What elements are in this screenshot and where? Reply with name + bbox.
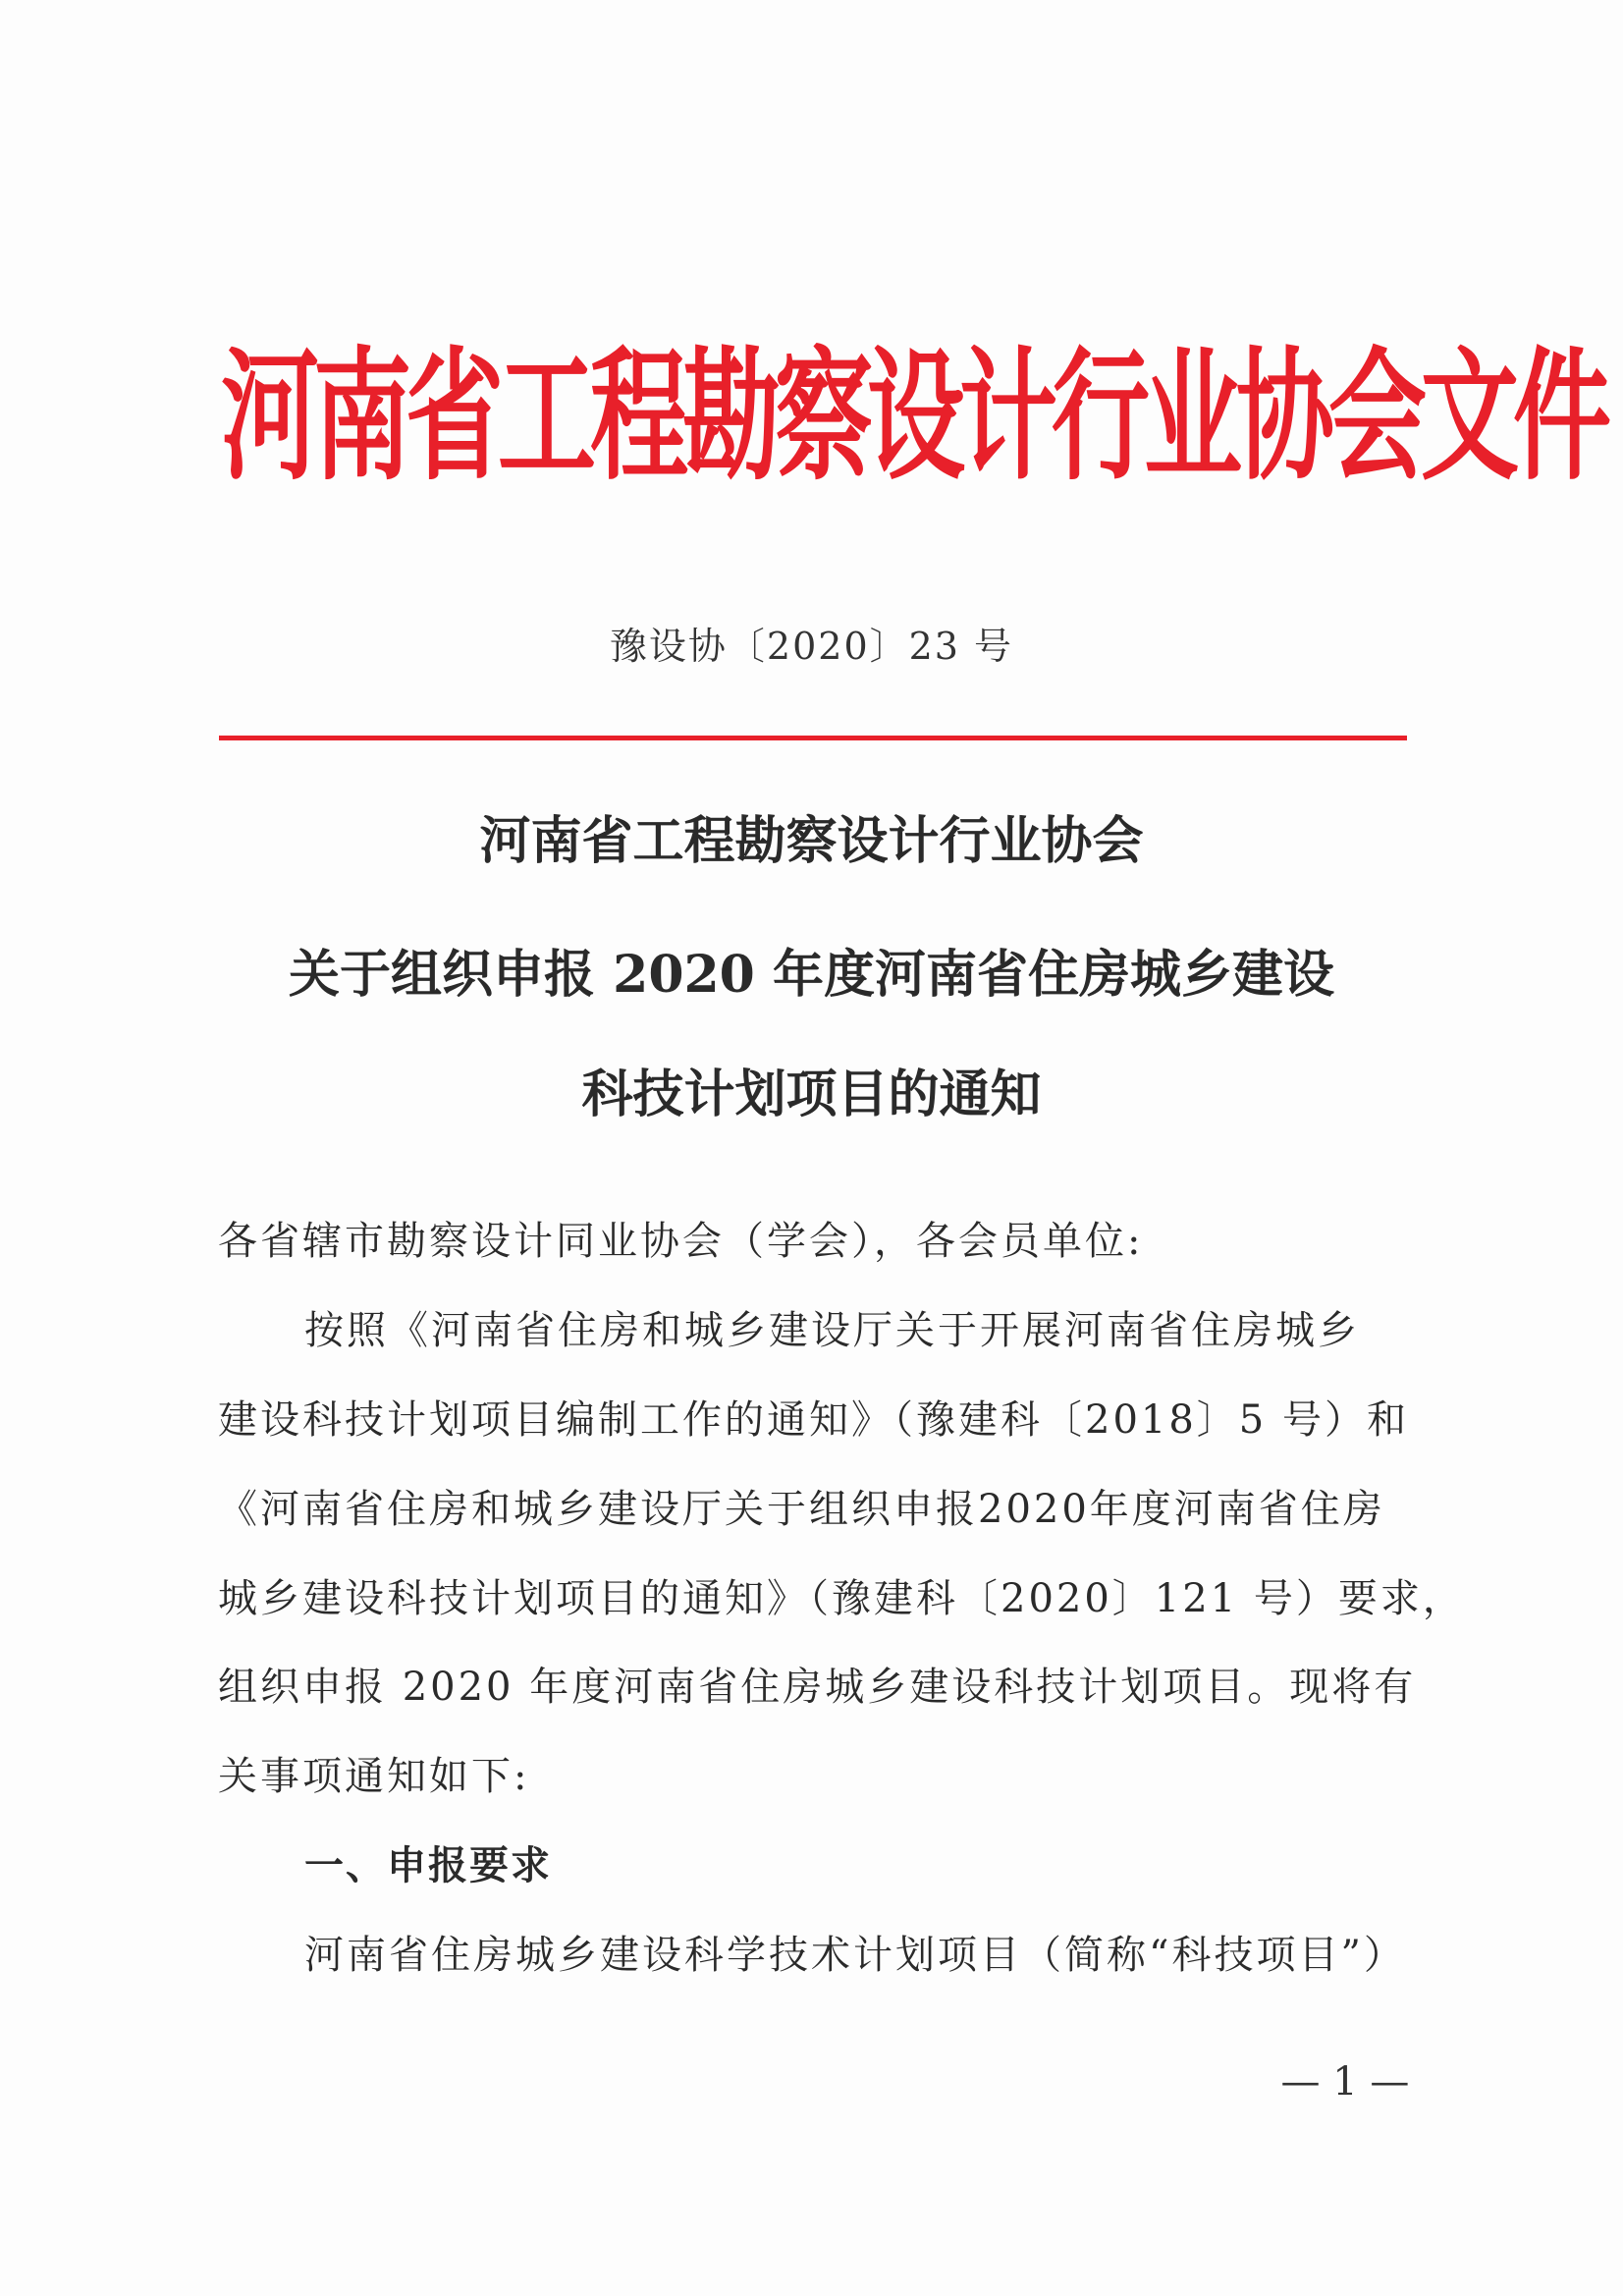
paragraph-line: 建设科技计划项目编制工作的通知》（豫建科〔2018〕5 号）和 <box>218 1397 1409 1443</box>
paragraph-line: 按照《河南省住房和城乡建设厅关于开展河南省住房城乡 <box>304 1308 1360 1353</box>
paragraph-line: 河南省住房城乡建设科学技术计划项目（简称“科技项目”） <box>304 1933 1406 1978</box>
red-separator-line <box>219 736 1407 740</box>
page-number: — 1 — <box>1280 2059 1410 2105</box>
issuer-header-title: 河南省工程勘察设计行业协会文件 <box>221 333 1605 501</box>
paragraph-line: 关事项通知如下: <box>218 1754 530 1799</box>
document-number: 豫设协〔2020〕23 号 <box>609 625 1014 668</box>
paragraph-line: 组织申报 2020 年度河南省住房城乡建设科技计划项目。现将有 <box>218 1665 1417 1710</box>
notice-title-line-3: 科技计划项目的通知 <box>581 1065 1042 1124</box>
salutation: 各省辖市勘察设计同业协会（学会），各会员单位: <box>218 1219 1144 1264</box>
paragraph-line: 城乡建设科技计划项目的通知》（豫建科〔2020〕121 号）要求， <box>218 1576 1465 1621</box>
section-heading: 一、申报要求 <box>304 1843 552 1888</box>
paragraph-line: 《河南省住房和城乡建设厅关于组织申报2020年度河南省住房 <box>218 1487 1385 1532</box>
notice-title-line-1: 河南省工程勘察设计行业协会 <box>479 811 1144 871</box>
notice-title-line-2: 关于组织申报 2020 年度河南省住房城乡建设 <box>289 945 1334 1005</box>
